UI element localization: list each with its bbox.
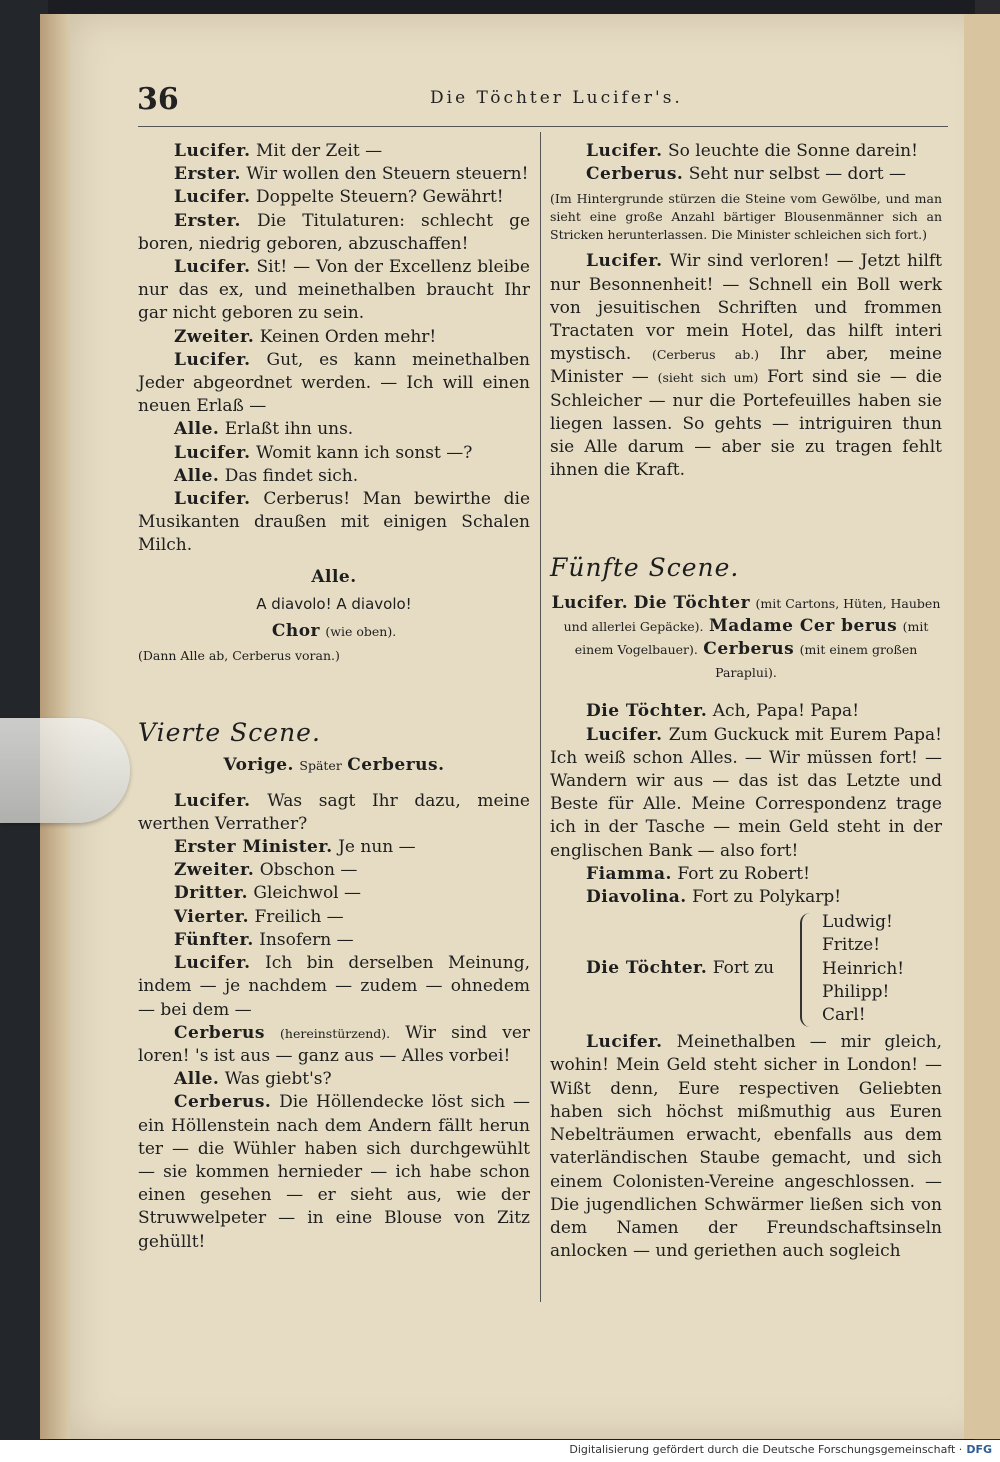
- chorus-line: A diavolo! A diavolo!: [256, 594, 412, 613]
- speaker: Erster.: [174, 210, 241, 231]
- cast-line: [138, 754, 530, 777]
- speech: Insofern —: [259, 929, 354, 950]
- speaker: Vorige.: [223, 755, 294, 776]
- speech: Fort zu Polykarp!: [692, 887, 842, 908]
- page-holder-clip: [0, 718, 130, 823]
- speech: Cerberus! Man bewirthe die Musikanten draußen mit einigen Schalen Milch.: [138, 489, 531, 556]
- speaker: Cerberus: [174, 1022, 265, 1043]
- speech: Die Höllendecke löst sich — ein Höllenstein nach dem Andern fällt herun ter — die Wühler haben sich durchgewühlt — sie kommen hernieder — ich habe schon einen gesehen — er sieht aus, wie der Struwwelpeter — in eine Blouse von Zitz gehüllt!: [138, 1092, 531, 1252]
- speech: Das findet sich.: [224, 465, 359, 486]
- stage-direction: (mit einem Vogelbauer).: [574, 618, 929, 658]
- left-column: [138, 140, 530, 1254]
- speech: Ich bin derselben Meinung, indem — je nachdem — zudem — ohnedem — bei dem —: [138, 953, 530, 1020]
- credit-text: Digitalisierung gefördert durch die Deutsche Forschungsgemeinschaft ·: [569, 1443, 963, 1456]
- dialogue-line: [550, 700, 942, 723]
- speaker: Cerberus.: [347, 755, 445, 776]
- running-head: Die Töchter Lucifer's.: [430, 88, 683, 108]
- dialogue-line: [138, 465, 530, 488]
- stage-direction: (wie oben).: [325, 624, 397, 640]
- dialogue-line: [138, 256, 530, 326]
- speech: Gleichwol —: [253, 883, 362, 904]
- dfg-logo: DFG: [966, 1443, 992, 1456]
- speaker: Cerberus.: [586, 164, 684, 185]
- cast-member: Die Töchter: [633, 592, 751, 613]
- speaker: Lucifer.: [174, 953, 251, 974]
- speaker: Erster Minister.: [174, 837, 333, 858]
- dialogue-line: [138, 140, 530, 163]
- speaker: Zweiter.: [174, 860, 255, 881]
- adjacent-page-edge: [964, 14, 1000, 1439]
- speaker: Lucifer.: [174, 349, 251, 370]
- scene-title: Vierte Scene.: [138, 718, 321, 748]
- speech: Womit kann ich sonst —?: [255, 442, 473, 463]
- speaker: Dritter.: [174, 883, 248, 904]
- speaker: Chor: [271, 621, 320, 642]
- dialogue-line: [138, 326, 530, 349]
- dialogue-line: [138, 836, 530, 859]
- speaker: Fiamma.: [586, 863, 672, 884]
- speaker: Lucifer.: [174, 442, 251, 463]
- speech: Erlaßt ihn uns.: [224, 419, 354, 440]
- page-number: 36: [137, 82, 179, 117]
- dialogue-line: [138, 163, 530, 186]
- dialogue-line: [138, 488, 530, 558]
- speech: Meinethalben — mir gleich, wohin! Mein Geld steht sicher in London! — Wißt denn, Eure respectiven Geliebten haben sich höchst mißmuthig aus Euren Nebelträumen erwacht, ebenfalls aus dem vaterländischen Staube gemacht, und sich einem Colonisten-Vereine angeschlossen. — Die jugendlichen Schwärmer ließen sich von dem Namen der Freundschaftsinseln anlocken — und geriethen auch sogleich: [550, 1032, 943, 1262]
- speaker: Alle.: [174, 1069, 220, 1090]
- lover-name: Carl!: [822, 1005, 866, 1026]
- lover-name: Heinrich!: [822, 958, 905, 979]
- speech: Obschon —: [259, 860, 358, 881]
- speaker: Lucifer.: [174, 489, 251, 510]
- lover-name: Ludwig!: [822, 912, 893, 933]
- right-column: [550, 140, 942, 1263]
- chorus-heading: Alle.: [311, 566, 357, 587]
- dialogue-line: [550, 724, 942, 863]
- cast-member: Madame Cer berus: [708, 615, 898, 636]
- speaker: Fünfter.: [174, 929, 254, 950]
- speaker: Lucifer.: [174, 257, 251, 278]
- brace-block: [550, 911, 942, 1029]
- speech: Freilich —: [254, 906, 344, 927]
- dialogue-line: [550, 163, 942, 186]
- stage-direction: (mit einem großen Paraplui).: [715, 642, 918, 681]
- stage-direction: (mit Cartons, Hüten, Hauben und allerlei Gepäcke).: [563, 595, 941, 634]
- speaker: Lucifer.: [174, 790, 251, 811]
- dialogue-line: [138, 882, 530, 905]
- dialogue-line: [138, 859, 530, 882]
- speech: Wir sind verloren! — Jetzt hilft nur Besonnenheit! — Schnell ein Boll werk von jesuitischen Schriften und frommen Tractaten vor mein Hotel, das hilft interi mystisch.: [550, 251, 943, 365]
- speech: Je nun —: [338, 837, 416, 858]
- dialogue-line: [550, 863, 942, 886]
- speech: Ach, Papa! Papa!: [712, 701, 860, 722]
- speech: Fort zu: [712, 958, 775, 979]
- speaker: Alle.: [174, 465, 220, 486]
- speaker: Lucifer.: [174, 187, 251, 208]
- lover-name: Philipp!: [822, 981, 890, 1002]
- speech: Mit der Zeit —: [255, 141, 383, 161]
- speaker: Vierter.: [174, 906, 250, 927]
- speech: So leuchte die Sonne darein!: [667, 141, 918, 161]
- speaker: Lucifer.: [586, 1032, 663, 1053]
- stage-direction: (Cerberus ab.): [651, 347, 760, 363]
- speaker: Lucifer.: [586, 724, 663, 745]
- speech: Fort zu Robert!: [677, 863, 810, 884]
- speaker: Alle.: [174, 419, 220, 440]
- speech: Zum Guckuck mit Eurem Papa! Ich weiß schon Alles. — Wir müssen fort! — Wandern wir aus — das ist das Letzte und Beste für Alle. Meine Correspondenz trage ich in der Tasche — mein Geld steht in der englischen Bank — also fort!: [550, 724, 942, 861]
- digitization-credit: [569, 1443, 992, 1456]
- dialogue-line: [138, 952, 530, 1022]
- dialogue-line: [550, 886, 942, 909]
- dialogue-line: [550, 140, 942, 163]
- speech: Fort sind sie — die Schleicher — nur die Portefeuilles haben sie liegen lassen. So gehts — intriguiren thun sie Alle darum — aber sie zu tragen fehlt ihnen die Kraft.: [550, 367, 943, 481]
- dialogue-line: [138, 1068, 530, 1091]
- curly-brace: [800, 913, 812, 1027]
- dialogue-line: [138, 906, 530, 929]
- lover-names: [822, 911, 904, 1027]
- speech: Was sagt Ihr dazu, meine werthen Verrather?: [138, 790, 530, 834]
- speaker: Lucifer.: [586, 251, 663, 272]
- speech: Keinen Orden mehr!: [259, 326, 437, 347]
- dialogue-line: [138, 186, 530, 209]
- column-rule: [540, 132, 541, 1302]
- dialogue-line: [138, 929, 530, 952]
- speech: Wir wollen den Steuern steuern!: [246, 164, 529, 185]
- speaker: Erster.: [174, 164, 241, 185]
- lover-name: Fritze!: [822, 935, 881, 956]
- dialogue-line: [586, 957, 774, 980]
- speech: Seht nur selbst — dort —: [688, 164, 906, 185]
- header-rule: [138, 126, 948, 127]
- scene-title: Fünfte Scene.: [550, 553, 740, 583]
- chor-line: [138, 620, 530, 643]
- speaker: Cerberus.: [174, 1092, 272, 1113]
- dialogue-line: [138, 1091, 530, 1253]
- stage-direction: (Im Hintergrunde stürzen die Steine vom Gewölbe, und man sieht eine große Anzahl bärtiger Blousenmänner sich an Stricken herunterlassen. Die Minister schleichen sich fort.): [550, 191, 942, 243]
- speech: Die Titulaturen: schlecht ge boren, niedrig geboren, abzuschaffen!: [138, 210, 531, 254]
- speech: Ihr aber, meine Minister —: [550, 344, 943, 388]
- speech: Gut, es kann meinethalben Jeder abgeordnet werden. — Ich will einen neuen Erlaß —: [138, 349, 531, 417]
- dialogue-line: [138, 1022, 530, 1068]
- cast-member: Lucifer.: [551, 592, 629, 613]
- stage-direction: (hereinstürzend).: [280, 1025, 391, 1041]
- stage-direction: (Dann Alle ab, Cerberus voran.): [138, 648, 340, 664]
- speech: Wir sind ver loren! 's ist aus — ganz aus — Alles vorbei!: [138, 1022, 531, 1066]
- dialogue-line: [138, 349, 530, 419]
- stage-direction: (sieht sich um): [657, 370, 759, 386]
- dialogue-line: [138, 442, 530, 465]
- cast-member: Cerberus: [703, 639, 795, 660]
- speaker: Diavolina.: [586, 887, 687, 908]
- dialogue-line: [138, 790, 530, 836]
- dialogue-line: [550, 1031, 942, 1263]
- speech: Was giebt's?: [224, 1069, 332, 1090]
- speaker: Die Töchter.: [586, 958, 708, 979]
- speaker: Die Töchter.: [586, 701, 708, 722]
- dialogue-line: [138, 210, 530, 256]
- speaker: Lucifer.: [174, 141, 251, 161]
- speaker: Zweiter.: [174, 326, 255, 347]
- dialogue-line: [550, 250, 942, 482]
- speech: Doppelte Steuern? Gewährt!: [255, 187, 504, 208]
- cast-list: [550, 592, 942, 685]
- dialogue-line: [138, 418, 530, 441]
- stage-direction: Später: [299, 758, 342, 774]
- speaker: Lucifer.: [586, 141, 663, 161]
- speech: Sit! — Von der Excellenz bleibe nur das ex, und meinethalben braucht Ihr gar nicht geboren zu sein.: [138, 257, 530, 324]
